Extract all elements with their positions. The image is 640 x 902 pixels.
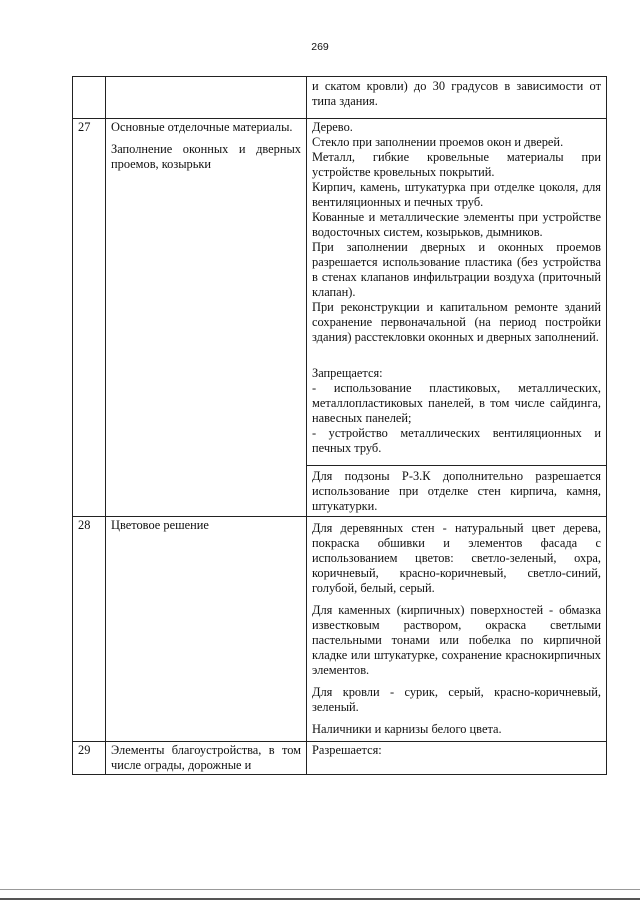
description-paragraph: При реконструкции и капитальном ремонте зданий сохранение первоначальной (на период постройки здания) расстекловки оконных и дверных заполнений. xyxy=(312,300,601,344)
description-paragraph: Для кровли - сурик, серый, красно-коричневый, зеленый. xyxy=(312,685,601,714)
row-name: Элементы благоустройства, в том числе ограды, дорожные и xyxy=(106,742,307,775)
row-name: Цветовое решение xyxy=(106,517,307,742)
table-row xyxy=(73,119,607,517)
row-number: 28 xyxy=(73,517,106,742)
row-number: 27 xyxy=(73,119,106,517)
scan-edge-line xyxy=(0,898,640,900)
description-paragraph: Для каменных (кирпичных) поверхностей - обмазка известковым раствором, окраска светлыми пастельными тонами или побелка по кирпичной кладке или штукатурке, сохранение краснокирпичных элементов. xyxy=(312,603,601,677)
row-name xyxy=(106,119,307,517)
description-paragraph: Для подзоны Р-3.К дополнительно разрешается использование при отделке стен кирпича, камня, штукатурки. xyxy=(312,469,601,513)
row-description xyxy=(307,77,607,119)
page-number: 269 xyxy=(311,41,329,53)
row-description xyxy=(307,742,607,775)
row-number: 29 xyxy=(73,742,106,775)
row-name-line: Заполнение оконных и дверных проемов, козырьки xyxy=(111,142,301,171)
subzone-note xyxy=(307,465,606,516)
table-row xyxy=(73,77,607,119)
description-paragraph: Дерево. xyxy=(312,120,353,134)
row-name xyxy=(106,77,307,119)
table-row xyxy=(73,742,607,775)
scan-edge-line xyxy=(0,889,640,890)
row-description xyxy=(307,517,607,742)
table-row xyxy=(73,517,607,742)
row-name-line: Основные отделочные материалы. xyxy=(111,120,293,134)
description-text: и скатом кровли) до 30 градусов в зависимости от типа здания. xyxy=(312,79,601,108)
description-paragraph: - устройство металлических вентиляционных и печных труб. xyxy=(312,426,601,455)
description-paragraph: Кованные и металлические элементы при устройстве водосточных систем, козырьков, дымников. xyxy=(312,210,601,239)
description-paragraph: Стекло при заполнении проемов окон и дверей. xyxy=(312,135,564,149)
row-description xyxy=(307,119,607,517)
description-paragraph: Кирпич, камень, штукатурка при отделке цоколя, для вентиляционных и печных труб. xyxy=(312,180,601,209)
description-paragraph: Запрещается: xyxy=(312,366,383,380)
description-paragraph: - использование пластиковых, металлических, металлопластиковых панелей, в том числе сайдинга, навесных панелей; xyxy=(312,381,601,425)
description-text: Разрешается: xyxy=(312,743,382,757)
description-paragraph: Для деревянных стен - натуральный цвет дерева, покраска обшивки и элементов фасада с использованием цветов: светло-зеленый, охра, коричневый, красно-коричневый, светло-синий, голубой, белый, серый. xyxy=(312,521,601,595)
description-paragraph: Металл, гибкие кровельные материалы при устройстве кровельных покрытий. xyxy=(312,150,601,179)
description-paragraph: Наличники и карнизы белого цвета. xyxy=(312,722,502,736)
regulations-table xyxy=(72,76,607,775)
row-number xyxy=(73,77,106,119)
description-paragraph: При заполнении дверных и оконных проемов разрешается использование пластика (без устройства в стенах клапанов инфильтрации воздуха (приточный клапан). xyxy=(312,240,601,299)
